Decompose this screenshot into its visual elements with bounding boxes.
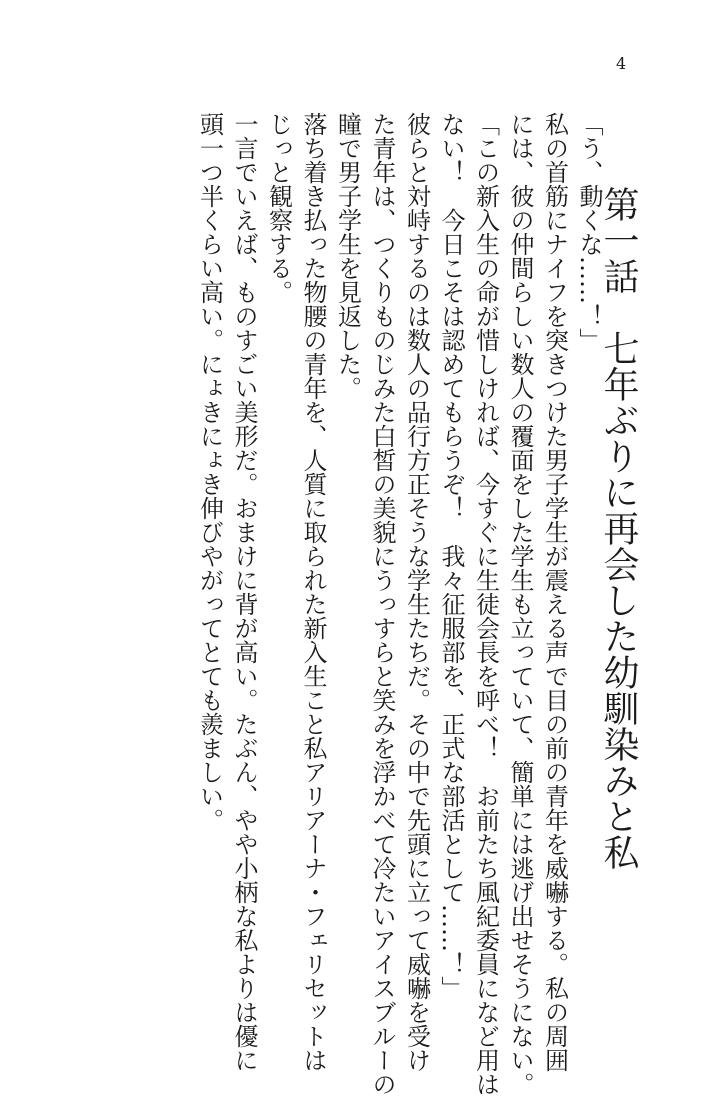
text-line: 彼らと対峙するのは数人の品行方正そうな学生たちだ。その中で先頭に立って威嚇を受け bbox=[402, 112, 431, 1072]
text-line: 一言でいえば、ものすごい美形だ。おまけに背が高い。たぶん、やや小柄な私よりは優に bbox=[230, 112, 258, 1072]
text-line: 「この新入生の命が惜しければ、今すぐに生徒会長を呼べ！ お前たち風紀委員になど用は bbox=[471, 112, 500, 1096]
text-line: ない！ 今日こそは認めてもらうぞ！ 我々征服部を、正式な部活として……！」 bbox=[437, 112, 465, 1000]
text-line: 「う、動くな……！」 bbox=[575, 112, 603, 352]
text-line: 瞳で男子学生を見返した。 bbox=[333, 112, 362, 400]
chapter-title: 第一話 七年ぶりに再会した幼馴染みと私 bbox=[598, 186, 639, 870]
text-line: 私の首筋にナイフを突きつけた男子学生が震える声で目の前の青年を威嚇する。私の周囲 bbox=[540, 112, 569, 1072]
text-line: じっと観察する。 bbox=[264, 112, 293, 304]
body-text bbox=[192, 112, 606, 1096]
page-number: 4 bbox=[616, 54, 627, 73]
text-line: 頭一つ半くらい高い。にょきにょき伸びやがってとても羨ましい。 bbox=[195, 112, 224, 832]
text-line: 落ち着き払った物腰の青年を、人質に取られた新入生こと私アリアーナ・フェリセットは bbox=[299, 112, 327, 1072]
text-line: には、彼の仲間らしい数人の覆面をした学生も立っていて、簡単には逃げ出せそうにない。 bbox=[506, 112, 534, 1096]
text-line: た青年は、つくりものじみた白皙の美貌にうっすらと笑みを浮かべて冷たいアイスブルーの bbox=[368, 112, 396, 1096]
